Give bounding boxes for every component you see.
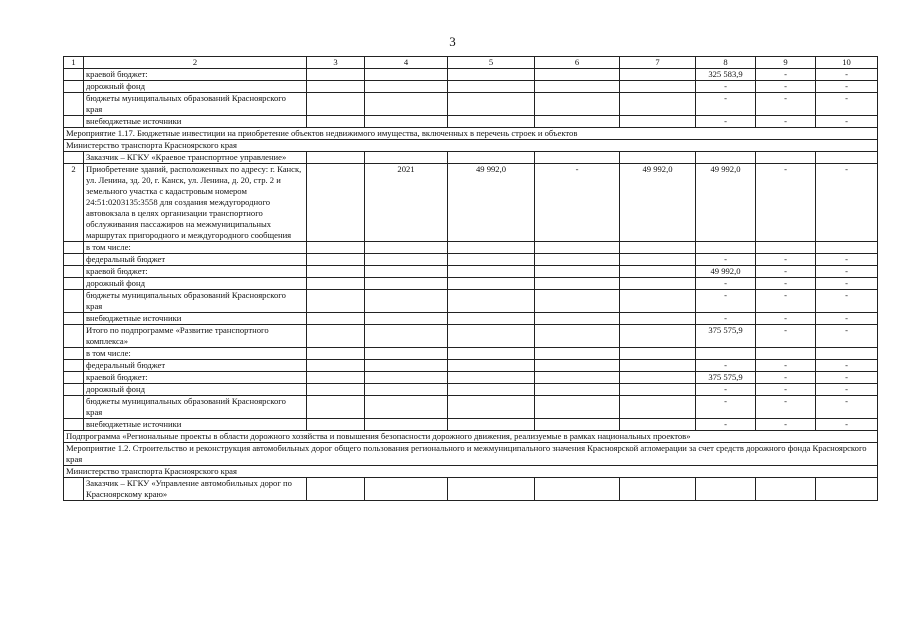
header-cell: 3 [307,57,365,69]
row-label: бюджеты муниципальных образований Красноярского края [84,290,307,313]
table-cell [365,278,448,290]
table-cell [448,266,535,278]
table-row [64,478,878,501]
table-cell [535,478,620,501]
row-label: Заказчик – КГКУ «Краевое транспортное управление» [84,152,307,164]
table-cell: - [816,325,878,348]
header-cell: 8 [696,57,756,69]
table-cell [535,93,620,116]
row-label: федеральный бюджет [84,254,307,266]
table-cell: 49 992,0 [448,164,535,242]
table-cell [64,93,84,116]
table-cell [816,478,878,501]
table-cell [535,81,620,93]
table-cell: - [816,69,878,81]
table-cell [64,419,84,431]
table-cell: - [756,360,816,372]
section-title: Мероприятие 1.2. Строительство и реконструкция автомобильных дорог общего пользования регионального и межмуниципального значения Красноярской агломерации за счет средств дорожного фонда Красноярского края [64,443,878,466]
table-cell [535,313,620,325]
table-cell: 49 992,0 [620,164,696,242]
table-cell: - [816,384,878,396]
table-cell [365,266,448,278]
table-cell [696,478,756,501]
table-cell [365,242,448,254]
table-cell: - [756,419,816,431]
table-cell: - [816,290,878,313]
table-cell [535,266,620,278]
row-label: внебюджетные источники [84,313,307,325]
table-cell [448,93,535,116]
table-cell [620,254,696,266]
section-title: Министерство транспорта Красноярского края [64,140,878,152]
table-cell: - [816,278,878,290]
table-cell [620,360,696,372]
table-cell [535,396,620,419]
table-cell [448,419,535,431]
table-cell [365,81,448,93]
table-cell [365,360,448,372]
section-row [64,431,878,443]
table-cell: - [816,254,878,266]
table-cell [365,372,448,384]
table-cell [620,93,696,116]
table-cell: 49 992,0 [696,266,756,278]
table-cell [535,242,620,254]
row-label: внебюджетные источники [84,116,307,128]
table-cell [64,69,84,81]
table-cell [620,348,696,360]
row-label: Заказчик – КГКУ «Управление автомобильных дорог по Красноярскому краю» [84,478,307,501]
table-cell [620,116,696,128]
table-cell: - [756,313,816,325]
table-cell: - [696,313,756,325]
table-cell [365,348,448,360]
table-cell [816,242,878,254]
table-cell: - [756,254,816,266]
row-label: Итого по подпрограмме «Развитие транспортного комплекса» [84,325,307,348]
table-cell: 375 575,9 [696,325,756,348]
table-cell [620,396,696,419]
table-cell [756,152,816,164]
table-cell [307,164,365,242]
table-cell: - [756,266,816,278]
table-cell: 49 992,0 [696,164,756,242]
table-cell [535,290,620,313]
table-cell [307,478,365,501]
section-row [64,443,878,466]
table-cell [620,478,696,501]
table-cell: - [816,93,878,116]
table-cell: - [696,116,756,128]
table-cell [448,348,535,360]
table-cell: - [816,360,878,372]
table-cell: - [756,278,816,290]
table-cell: 325 583,9 [696,69,756,81]
table-cell [307,384,365,396]
table-cell [448,478,535,501]
header-cell: 9 [756,57,816,69]
table-cell: - [696,396,756,419]
table-row [64,278,878,290]
header-cell: 7 [620,57,696,69]
table-cell [365,152,448,164]
table-row [64,419,878,431]
table-cell [64,384,84,396]
table-cell [535,372,620,384]
table-cell [307,419,365,431]
table-cell: - [816,396,878,419]
table-cell: - [816,164,878,242]
table-cell: - [696,384,756,396]
row-label: дорожный фонд [84,278,307,290]
table-cell [307,325,365,348]
table-cell: - [756,325,816,348]
table-cell [307,372,365,384]
table-cell: - [816,116,878,128]
table-cell: - [816,266,878,278]
table-cell [535,419,620,431]
table-cell: - [696,419,756,431]
section-title: Министерство транспорта Красноярского края [64,466,878,478]
table-cell [448,290,535,313]
table-cell [64,478,84,501]
table-cell [535,69,620,81]
table-cell [535,254,620,266]
table-cell [307,266,365,278]
table-cell [365,478,448,501]
row-label: дорожный фонд [84,384,307,396]
table-cell: 2 [64,164,84,242]
table-cell [307,348,365,360]
table-cell: - [756,93,816,116]
table-cell [307,116,365,128]
table-cell: - [756,384,816,396]
section-row [64,140,878,152]
table-cell [64,116,84,128]
row-label: бюджеты муниципальных образований Красноярского края [84,396,307,419]
table-cell [620,81,696,93]
table-cell: - [756,116,816,128]
row-label: краевой бюджет: [84,69,307,81]
table-row [64,384,878,396]
table-cell [307,242,365,254]
table-cell [448,254,535,266]
table-cell [365,419,448,431]
table-cell [448,396,535,419]
table-cell [448,152,535,164]
table-cell: - [756,396,816,419]
section-title: Мероприятие 1.17. Бюджетные инвестиции на приобретение объектов недвижимого имущества, включенных в перечень строек и объектов [64,128,878,140]
table-row [64,396,878,419]
table-cell [756,348,816,360]
table-cell [620,152,696,164]
table-cell [448,372,535,384]
header-cell: 1 [64,57,84,69]
table-cell: - [816,313,878,325]
table-cell: - [696,93,756,116]
table-cell [64,242,84,254]
section-row [64,466,878,478]
table-cell [307,360,365,372]
table-cell [307,290,365,313]
table-cell [696,152,756,164]
table-row [64,254,878,266]
page-number: 3 [449,34,456,49]
row-label: дорожный фонд [84,81,307,93]
table-cell [535,325,620,348]
table-cell [64,290,84,313]
table-cell: - [756,372,816,384]
header-cell: 4 [365,57,448,69]
row-label: краевой бюджет: [84,266,307,278]
section-title: Подпрограмма «Региональные проекты в области дорожного хозяйства и повышения безопасности дорожного движения, реализуемые в рамках национальных проектов» [64,431,878,443]
table-cell [448,360,535,372]
table-row [64,313,878,325]
table-cell [365,93,448,116]
table-cell [365,290,448,313]
row-label: краевой бюджет: [84,372,307,384]
budget-table [63,56,878,501]
table-cell [64,348,84,360]
table-cell [448,116,535,128]
table-cell [620,278,696,290]
table-cell [756,242,816,254]
table-cell: - [756,81,816,93]
row-label: федеральный бюджет [84,360,307,372]
table-cell [535,278,620,290]
table-cell [365,69,448,81]
table-cell [64,254,84,266]
table-cell [365,254,448,266]
table-cell [535,348,620,360]
table-cell [64,372,84,384]
table-cell: - [696,81,756,93]
table-row [64,360,878,372]
table-cell [535,152,620,164]
header-cell: 2 [84,57,307,69]
table-cell [620,384,696,396]
table-cell [448,325,535,348]
table-cell [64,325,84,348]
table-cell [307,278,365,290]
table-row [64,266,878,278]
header-cell: 6 [535,57,620,69]
table-cell: 375 575,9 [696,372,756,384]
table-cell [620,69,696,81]
table-cell [620,313,696,325]
table-cell: 2021 [365,164,448,242]
table-cell [696,242,756,254]
table-cell [64,266,84,278]
table-cell: - [816,419,878,431]
table-cell: - [696,360,756,372]
table-row [64,152,878,164]
table-cell: - [756,290,816,313]
table-cell: - [756,69,816,81]
table-cell: - [696,278,756,290]
table-cell [64,152,84,164]
table-cell [365,384,448,396]
table-cell [448,313,535,325]
table-cell [64,278,84,290]
table-cell [620,242,696,254]
table-cell [620,372,696,384]
row-label: внебюджетные источники [84,419,307,431]
row-label: в том числе: [84,348,307,360]
table-cell: - [756,164,816,242]
table-cell [64,396,84,419]
table-cell [307,93,365,116]
table-cell [620,290,696,313]
section-row [64,128,878,140]
table-row [64,325,878,348]
table-cell [307,69,365,81]
table-cell [64,360,84,372]
table-cell [756,478,816,501]
table-row [64,290,878,313]
table-cell [448,69,535,81]
table-cell [620,419,696,431]
table-row [64,93,878,116]
table-cell [307,254,365,266]
table-cell [307,396,365,419]
table-cell [365,116,448,128]
table-cell [816,152,878,164]
table-cell: - [816,81,878,93]
row-label: в том числе: [84,242,307,254]
table-cell [448,384,535,396]
table-row [64,116,878,128]
header-cell: 5 [448,57,535,69]
table-cell [620,266,696,278]
table-cell [365,396,448,419]
table-cell [448,242,535,254]
table-cell [64,313,84,325]
table-row [64,348,878,360]
table-cell: - [816,372,878,384]
table-row [64,164,878,242]
table-row [64,69,878,81]
table-row [64,242,878,254]
table-cell [816,348,878,360]
table-cell [365,313,448,325]
table-cell: - [696,290,756,313]
header-row [64,57,878,69]
table-cell: - [696,254,756,266]
table-cell [696,348,756,360]
row-label: Приобретение зданий, расположенных по адресу: г. Канск, ул. Ленина, зд. 20, г. Канск, ул. Ленина, д. 20, стр. 2 и земельного участка с кадастровым номером 24:51:0203135:3558 для создания междугородного автовокзала в целях организации транспортного обслуживания пассажиров на межмуниципальных маршрутах пригородного и междугородного сообщения [84,164,307,242]
table-cell [307,81,365,93]
table-cell [448,81,535,93]
table-cell [620,325,696,348]
table-cell [535,116,620,128]
table-cell [448,278,535,290]
table-cell [307,313,365,325]
table-row [64,81,878,93]
table-cell [307,152,365,164]
table-cell [535,384,620,396]
table-cell [535,360,620,372]
table-cell: - [535,164,620,242]
table-cell [365,325,448,348]
row-label: бюджеты муниципальных образований Красноярского края [84,93,307,116]
table-cell [64,81,84,93]
header-cell: 10 [816,57,878,69]
table-row [64,372,878,384]
